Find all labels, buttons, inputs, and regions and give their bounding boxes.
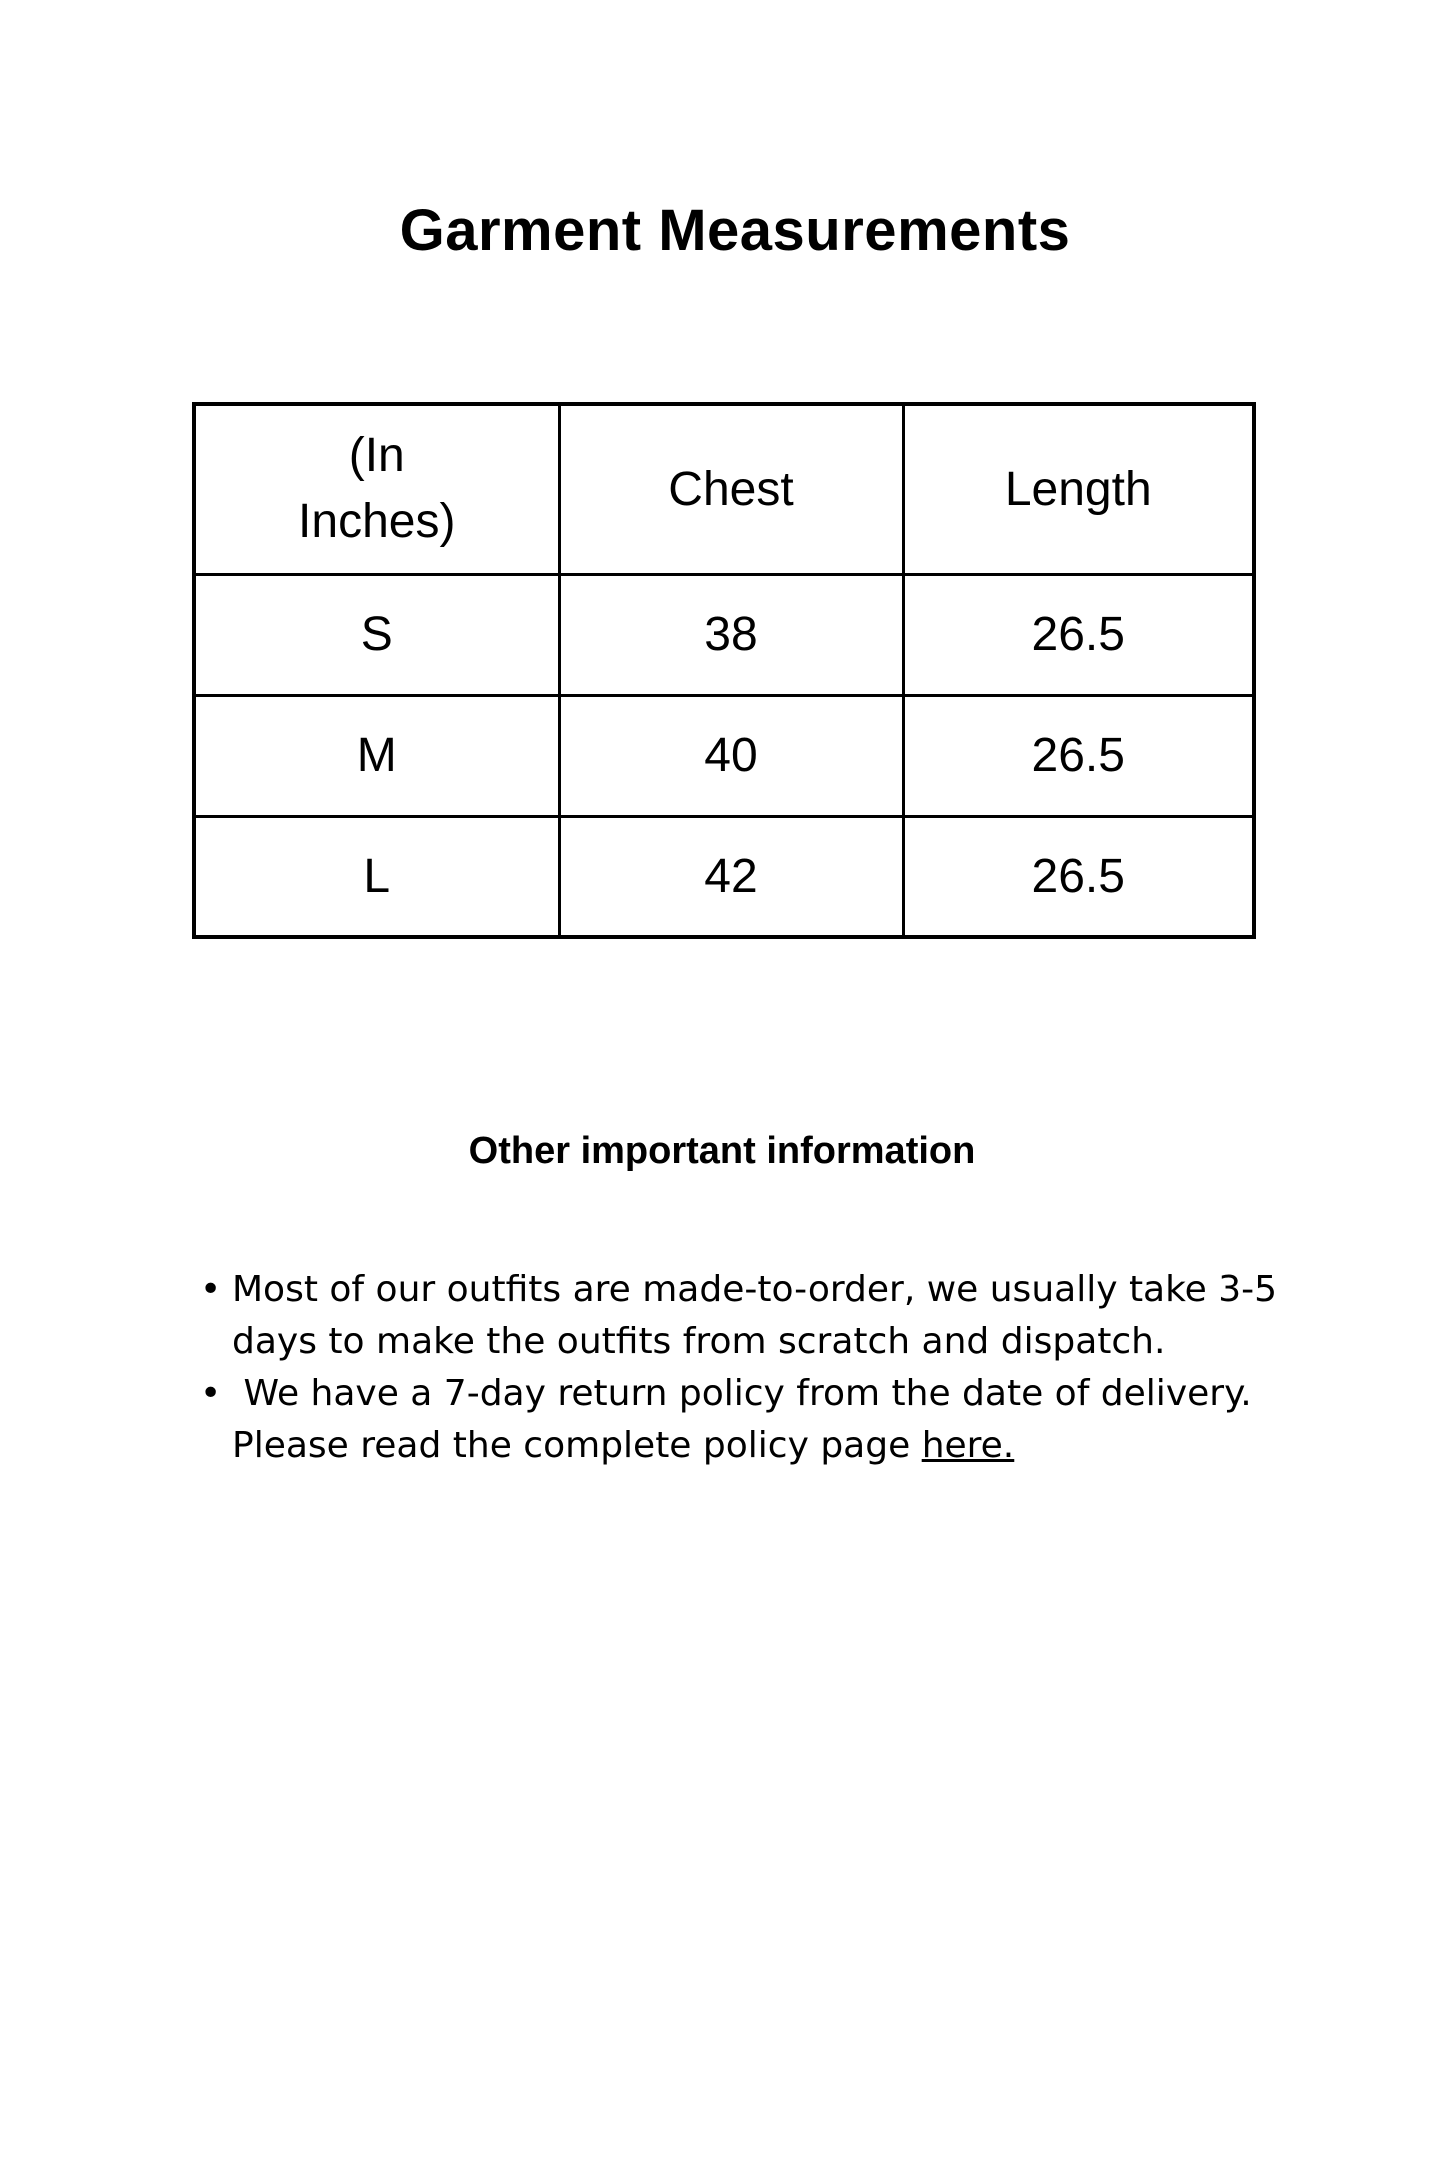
measurements-table [192,402,1256,939]
list-item [200,1264,1332,1368]
length-cell: 26.5 [903,816,1254,937]
unit-header-label: (In Inches) [298,429,456,549]
table-row [194,695,1254,816]
length-header: Length [903,404,1254,574]
chest-cell: 40 [559,695,903,816]
chest-cell: 42 [559,816,903,937]
table-row [194,816,1254,937]
chest-header: Chest [559,404,903,574]
chest-cell: 38 [559,574,903,695]
list-item-text: Most of our outfits are made-to-order, we usually take 3-5 days to make the outfits from scratch and dispatch. [232,1269,1278,1362]
page-title: Garment Measurements [399,198,1071,263]
table-header-row [194,404,1254,574]
info-heading: Other important information [468,1130,976,1172]
bullet-icon: • [200,1269,222,1310]
policy-link[interactable]: here. [921,1425,1015,1466]
bullet-icon: • [200,1373,222,1414]
size-cell: L [194,816,559,937]
length-cell: 26.5 [903,695,1254,816]
table-row [194,574,1254,695]
length-cell: 26.5 [903,574,1254,695]
list-item [200,1368,1332,1472]
info-list [192,1264,1332,1472]
size-cell: M [194,695,559,816]
list-item-text: We have a 7-day return policy from the date of delivery. Please read the complete policy page [232,1373,1264,1466]
size-cell: S [194,574,559,695]
unit-header [194,404,559,574]
